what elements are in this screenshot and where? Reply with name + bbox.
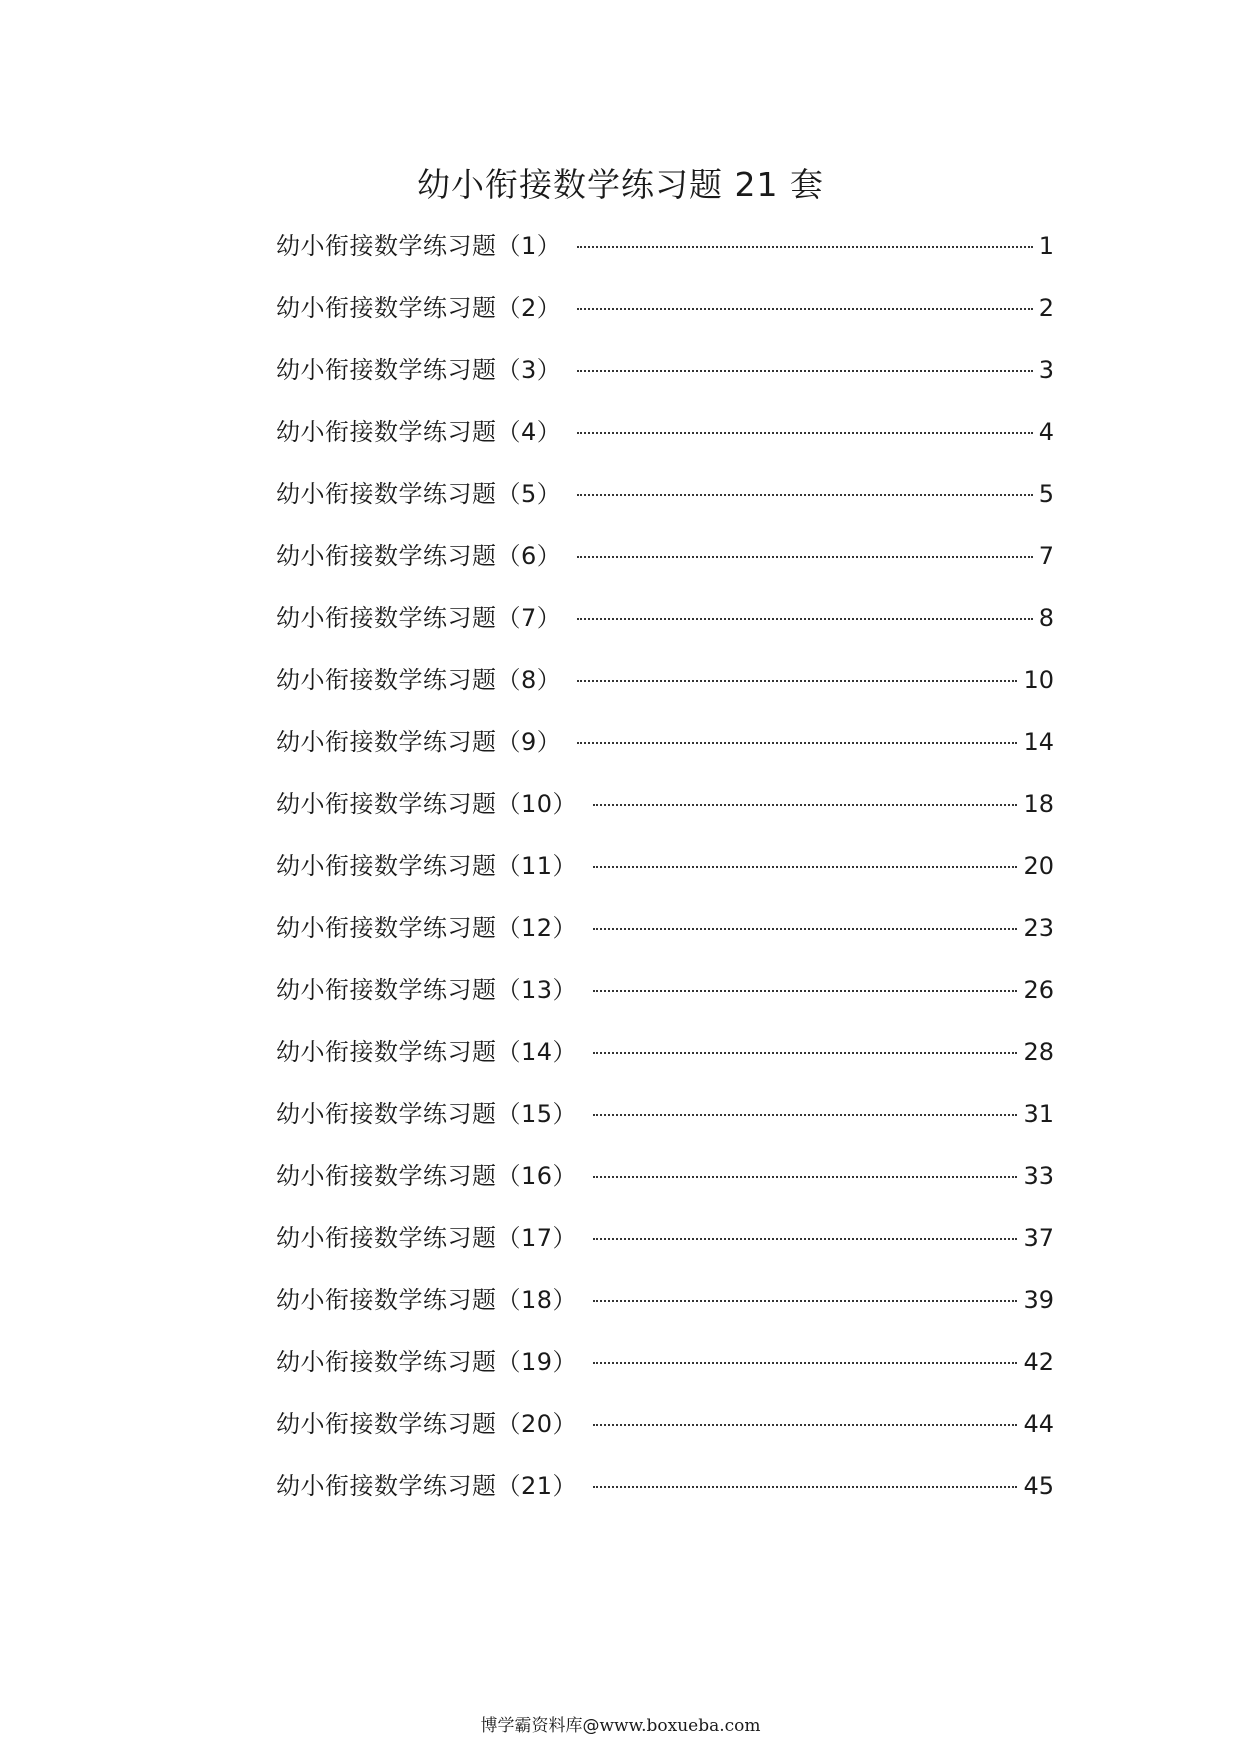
toc-entry[interactable]	[276, 1030, 1054, 1092]
toc-dot-leader	[593, 1114, 1017, 1116]
toc-page-number: 4	[1038, 418, 1054, 446]
toc-entry-label: 幼小衔接数学练习题（13）	[276, 976, 578, 1004]
toc-page-number: 8	[1038, 604, 1054, 632]
toc-entry-label: 幼小衔接数学练习题（20）	[276, 1410, 578, 1438]
toc-dot-leader	[593, 1238, 1017, 1240]
toc-entry-label: 幼小衔接数学练习题（21）	[276, 1472, 578, 1500]
toc-entry[interactable]	[276, 968, 1054, 1030]
toc-page-number: 1	[1038, 232, 1054, 260]
toc-entry[interactable]	[276, 596, 1054, 658]
toc-entry-label: 幼小衔接数学练习题（5）	[276, 480, 562, 508]
toc-entry-label: 幼小衔接数学练习题（11）	[276, 852, 578, 880]
table-of-contents	[276, 224, 1054, 1526]
toc-page-number: 28	[1023, 1038, 1054, 1066]
toc-entry-label: 幼小衔接数学练习题（15）	[276, 1100, 578, 1128]
toc-entry[interactable]	[276, 782, 1054, 844]
toc-dot-leader	[577, 556, 1032, 558]
toc-entry-label: 幼小衔接数学练习题（10）	[276, 790, 578, 818]
toc-entry[interactable]	[276, 1340, 1054, 1402]
toc-dot-leader	[577, 742, 1017, 744]
toc-page-number: 7	[1038, 542, 1054, 570]
toc-entry-label: 幼小衔接数学练习题（14）	[276, 1038, 578, 1066]
toc-entry[interactable]	[276, 844, 1054, 906]
toc-page-number: 45	[1023, 1472, 1054, 1500]
toc-dot-leader	[577, 308, 1032, 310]
toc-entry[interactable]	[276, 658, 1054, 720]
toc-page-number: 10	[1023, 666, 1054, 694]
document-title: 幼小衔接数学练习题 21 套	[417, 165, 824, 204]
toc-entry[interactable]	[276, 906, 1054, 968]
toc-dot-leader	[577, 680, 1017, 682]
toc-page-number: 26	[1023, 976, 1054, 1004]
toc-dot-leader	[593, 866, 1017, 868]
toc-page-number: 44	[1023, 1410, 1054, 1438]
toc-dot-leader	[593, 804, 1017, 806]
toc-entry-label: 幼小衔接数学练习题（4）	[276, 418, 562, 446]
toc-dot-leader	[577, 618, 1032, 620]
toc-entry-label: 幼小衔接数学练习题（16）	[276, 1162, 578, 1190]
footer-brand: 博学霸资料库@	[480, 1716, 600, 1736]
toc-entry-label: 幼小衔接数学练习题（3）	[276, 356, 562, 384]
toc-dot-leader	[577, 432, 1032, 434]
toc-page-number: 20	[1023, 852, 1054, 880]
toc-dot-leader	[593, 1424, 1017, 1426]
toc-entry[interactable]	[276, 410, 1054, 472]
toc-page-number: 3	[1038, 356, 1054, 384]
toc-dot-leader	[593, 1300, 1017, 1302]
toc-entry-label: 幼小衔接数学练习题（8）	[276, 666, 562, 694]
toc-page-number: 33	[1023, 1162, 1054, 1190]
toc-entry[interactable]	[276, 1278, 1054, 1340]
toc-entry-label: 幼小衔接数学练习题（19）	[276, 1348, 578, 1376]
toc-entry[interactable]	[276, 1154, 1054, 1216]
toc-entry-label: 幼小衔接数学练习题（18）	[276, 1286, 578, 1314]
toc-entry-label: 幼小衔接数学练习题（1）	[276, 232, 562, 260]
toc-page-number: 2	[1038, 294, 1054, 322]
toc-dot-leader	[593, 1486, 1017, 1488]
toc-page-number: 18	[1023, 790, 1054, 818]
toc-entry[interactable]	[276, 472, 1054, 534]
toc-entry[interactable]	[276, 1092, 1054, 1154]
page-footer	[0, 1714, 1241, 1738]
toc-page-number: 5	[1038, 480, 1054, 508]
toc-entry[interactable]	[276, 286, 1054, 348]
toc-entry[interactable]	[276, 534, 1054, 596]
toc-entry[interactable]	[276, 1402, 1054, 1464]
toc-entry[interactable]	[276, 224, 1054, 286]
toc-dot-leader	[577, 494, 1032, 496]
toc-page-number: 42	[1023, 1348, 1054, 1376]
toc-page-number: 37	[1023, 1224, 1054, 1252]
toc-dot-leader	[593, 1052, 1017, 1054]
toc-entry[interactable]	[276, 1464, 1054, 1526]
toc-entry-label: 幼小衔接数学练习题（7）	[276, 604, 562, 632]
toc-entry-label: 幼小衔接数学练习题（12）	[276, 914, 578, 942]
toc-page-number: 31	[1023, 1100, 1054, 1128]
toc-entry-label: 幼小衔接数学练习题（6）	[276, 542, 562, 570]
toc-entry-label: 幼小衔接数学练习题（9）	[276, 728, 562, 756]
footer-url[interactable]: www.boxueba.com	[599, 1716, 761, 1736]
toc-entry[interactable]	[276, 1216, 1054, 1278]
toc-dot-leader	[593, 990, 1017, 992]
toc-entry-label: 幼小衔接数学练习题（17）	[276, 1224, 578, 1252]
toc-dot-leader	[593, 928, 1017, 930]
toc-dot-leader	[593, 1176, 1017, 1178]
toc-dot-leader	[577, 246, 1032, 248]
toc-page-number: 39	[1023, 1286, 1054, 1314]
toc-dot-leader	[593, 1362, 1017, 1364]
toc-page-number: 23	[1023, 914, 1054, 942]
toc-entry[interactable]	[276, 348, 1054, 410]
toc-page-number: 14	[1023, 728, 1054, 756]
toc-dot-leader	[577, 370, 1032, 372]
toc-entry-label: 幼小衔接数学练习题（2）	[276, 294, 562, 322]
toc-entry[interactable]	[276, 720, 1054, 782]
